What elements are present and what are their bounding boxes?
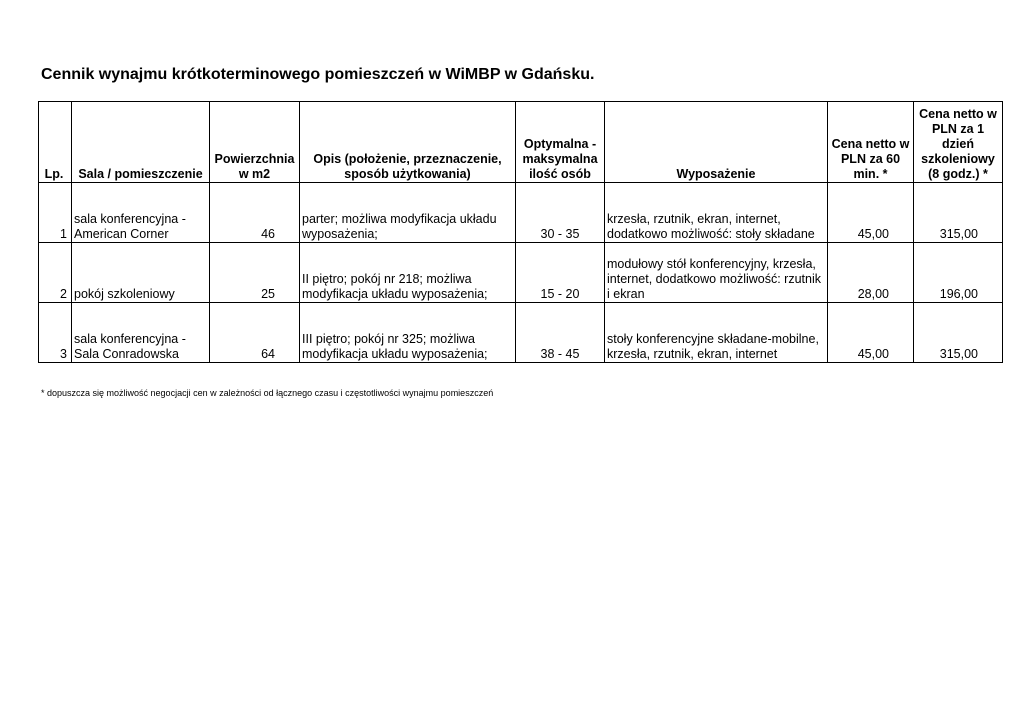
cell-cena60: 45,00 xyxy=(828,303,914,363)
price-table xyxy=(38,101,1003,363)
cell-osoby: 15 - 20 xyxy=(516,243,605,303)
cell-lp: 1 xyxy=(39,183,72,243)
cell-wyposazenie: krzesła, rzutnik, ekran, internet, dodatkowo możliwość: stoły składane xyxy=(605,183,828,243)
page-title: Cennik wynajmu krótkoterminowego pomieszczeń w WiMBP w Gdańsku. xyxy=(41,66,595,83)
cell-powierzchnia: 64 xyxy=(210,303,300,363)
cell-wyposazenie: stoły konferencyjne składane-mobilne, krzesła, rzutnik, ekran, internet xyxy=(605,303,828,363)
cell-osoby: 38 - 45 xyxy=(516,303,605,363)
cell-lp: 3 xyxy=(39,303,72,363)
cell-powierzchnia: 46 xyxy=(210,183,300,243)
table-row xyxy=(39,243,1003,303)
cell-osoby: 30 - 35 xyxy=(516,183,605,243)
cell-cena60: 28,00 xyxy=(828,243,914,303)
cell-powierzchnia: 25 xyxy=(210,243,300,303)
column-header-cena60: Cena netto w PLN za 60 min. * xyxy=(828,102,914,183)
cell-cena60: 45,00 xyxy=(828,183,914,243)
table-header-row xyxy=(39,102,1003,183)
table-row xyxy=(39,183,1003,243)
cell-sala: pokój szkoleniowy xyxy=(72,243,210,303)
column-header-cenadzien: Cena netto w PLN za 1 dzień szkoleniowy (8 godz.) * xyxy=(914,102,1003,183)
column-header-lp: Lp. xyxy=(39,102,72,183)
table-row xyxy=(39,303,1003,363)
column-header-opis: Opis (położenie, przeznaczenie, sposób użytkowania) xyxy=(300,102,516,183)
cell-opis: parter; możliwa modyfikacja układu wyposażenia; xyxy=(300,183,516,243)
cell-cenadzien: 315,00 xyxy=(914,303,1003,363)
cell-opis: III piętro; pokój nr 325; możliwa modyfikacja układu wyposażenia; xyxy=(300,303,516,363)
cell-opis: II piętro; pokój nr 218; możliwa modyfikacja układu wyposażenia; xyxy=(300,243,516,303)
cell-wyposazenie: modułowy stół konferencyjny, krzesła, internet, dodatkowo możliwość: rzutnik i ekran xyxy=(605,243,828,303)
cell-sala: sala konferencyjna - American Corner xyxy=(72,183,210,243)
cell-cenadzien: 315,00 xyxy=(914,183,1003,243)
column-header-wyposazenie: Wyposażenie xyxy=(605,102,828,183)
cell-lp: 2 xyxy=(39,243,72,303)
cell-cenadzien: 196,00 xyxy=(914,243,1003,303)
column-header-powierzchnia: Powierzchnia w m2 xyxy=(210,102,300,183)
column-header-osoby: Optymalna - maksymalna ilość osób xyxy=(516,102,605,183)
footnote: * dopuszcza się możliwość negocjacji cen w zależności od łącznego czasu i częstotliwości wynajmu pomieszczeń xyxy=(41,388,494,398)
cell-sala: sala konferencyjna - Sala Conradowska xyxy=(72,303,210,363)
column-header-sala: Sala / pomieszczenie xyxy=(72,102,210,183)
